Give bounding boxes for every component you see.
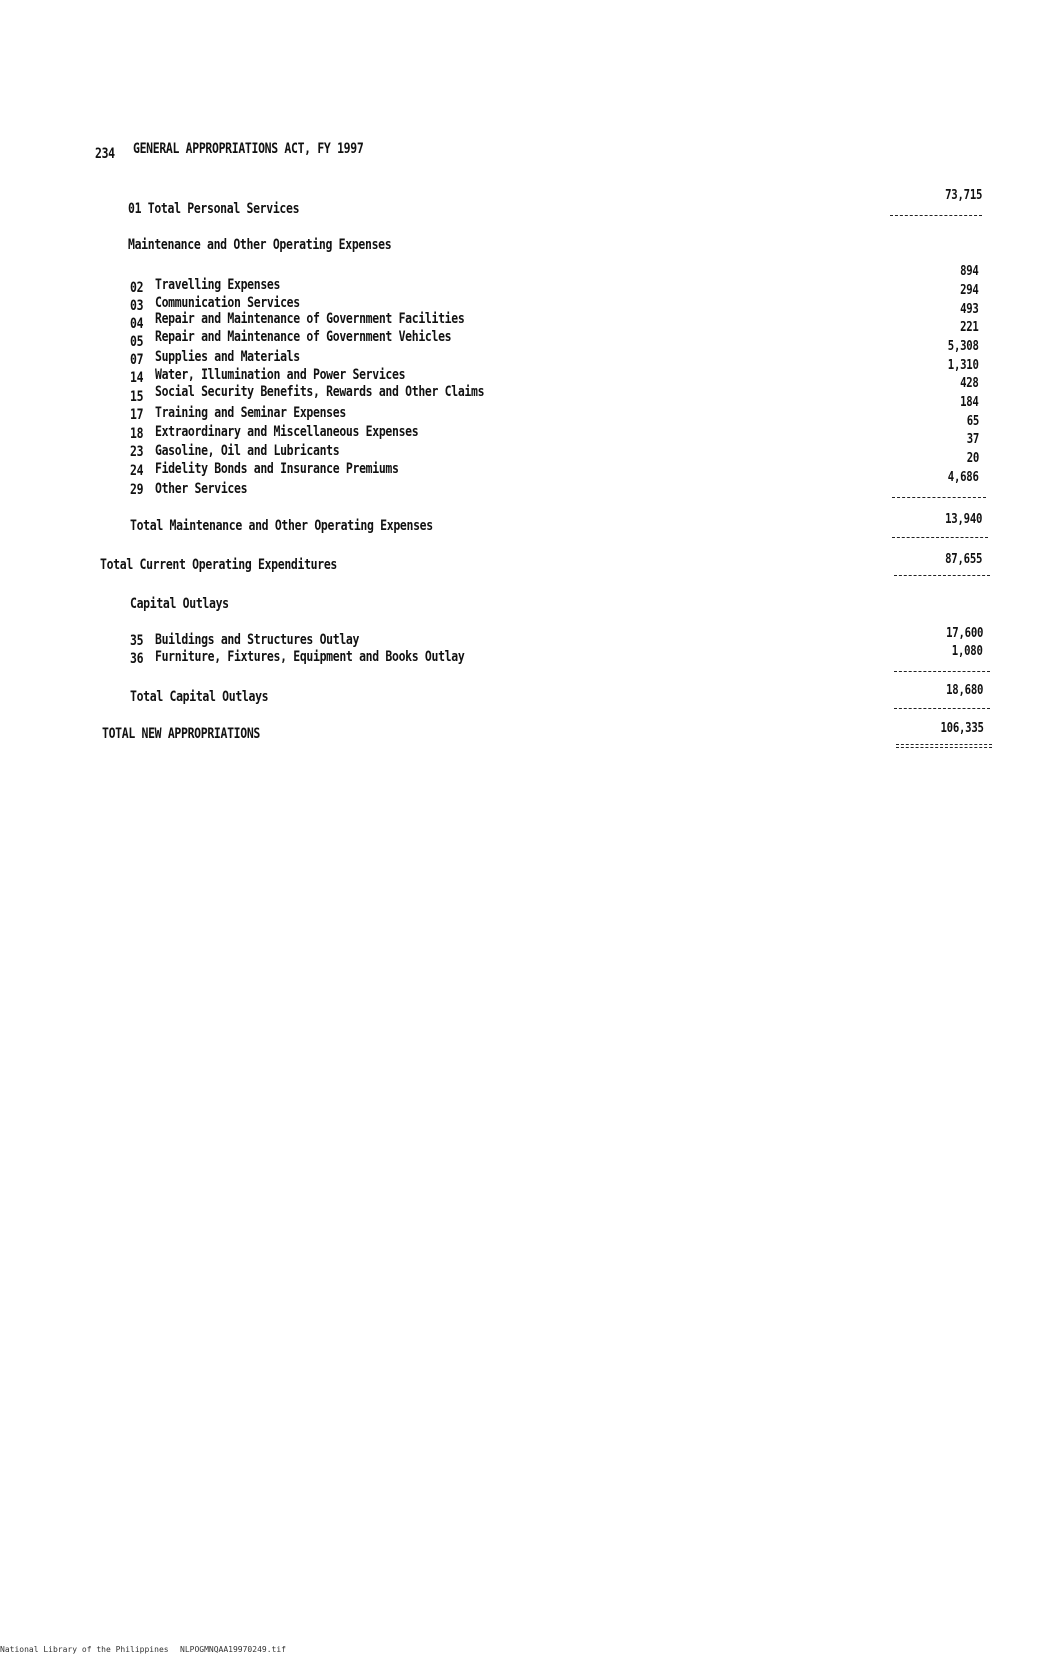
line-item-amount: 37 [966, 432, 979, 447]
page-title: GENERAL APPROPRIATIONS ACT, FY 1997 [133, 141, 364, 157]
line-item-amount: 493 [960, 302, 979, 317]
line-item-label: Other Services [155, 481, 248, 497]
line-item-amount: 294 [960, 283, 979, 298]
subtotal-rule [894, 575, 990, 576]
line-item-amount: 5,308 [948, 339, 979, 354]
personal-services-amount: 73,715 [944, 188, 982, 203]
line-item-code: 18 [130, 426, 144, 442]
line-item-amount: 1,080 [952, 644, 983, 659]
line-item-label: Water, Illumination and Power Services [155, 367, 406, 383]
line-item-amount: 65 [966, 414, 979, 429]
line-item-code: 24 [130, 463, 144, 479]
line-item-label: Fidelity Bonds and Insurance Premiums [155, 461, 399, 477]
line-item-code: 14 [130, 370, 144, 386]
grand-total-label: TOTAL NEW APPROPRIATIONS [102, 726, 261, 742]
current-operating-total-label: Total Current Operating Expenditures [100, 557, 338, 573]
line-item-label: Buildings and Structures Outlay [155, 632, 360, 648]
current-operating-total-amount: 87,655 [944, 552, 982, 567]
line-item-label: Travelling Expenses [155, 277, 281, 293]
line-item-label: Supplies and Materials [155, 349, 300, 365]
personal-services-label: 01 Total Personal Services [128, 201, 300, 217]
line-item-label: Social Security Benefits, Rewards and Other Claims [155, 384, 485, 400]
line-item-label: Gasoline, Oil and Lubricants [155, 443, 340, 459]
line-item-label: Repair and Maintenance of Government Vehicles [155, 329, 452, 345]
line-item-code: 23 [130, 444, 144, 460]
line-item-code: 35 [130, 633, 144, 649]
line-item-code: 04 [130, 316, 144, 332]
line-item-code: 03 [130, 298, 144, 314]
subtotal-rule [894, 708, 990, 709]
line-item-amount: 4,686 [948, 470, 979, 485]
line-item-label: Training and Seminar Expenses [155, 405, 346, 421]
subtotal-rule [894, 671, 990, 672]
footer-file-id: NLPOGMNQAA19970249.tif [180, 1645, 286, 1654]
mooe-heading: Maintenance and Other Operating Expenses [128, 237, 392, 253]
line-item-code: 15 [130, 389, 144, 405]
line-item-amount: 1,310 [948, 358, 979, 373]
capital-outlays-total-amount: 18,680 [945, 683, 983, 698]
capital-outlays-heading: Capital Outlays [130, 596, 229, 612]
grand-total-amount: 106,335 [940, 721, 984, 736]
line-item-code: 29 [130, 482, 144, 498]
footer-library: National Library of the Philippines [0, 1645, 169, 1654]
subtotal-rule [892, 537, 988, 538]
line-item-amount: 221 [960, 320, 979, 335]
line-item-label: Repair and Maintenance of Government Facilities [155, 311, 465, 327]
grand-total-double-rule [896, 744, 992, 745]
subtotal-rule [890, 215, 982, 216]
mooe-total-label: Total Maintenance and Other Operating Expenses [130, 518, 433, 534]
line-item-code: 05 [130, 334, 144, 350]
line-item-amount: 17,600 [945, 626, 983, 641]
line-item-label: Furniture, Fixtures, Equipment and Books Outlay [155, 649, 465, 665]
line-item-code: 07 [130, 352, 144, 368]
capital-outlays-total-label: Total Capital Outlays [130, 689, 269, 705]
page-number: 234 [95, 146, 115, 162]
mooe-total-amount: 13,940 [944, 512, 982, 527]
subtotal-rule [892, 497, 986, 498]
line-item-amount: 894 [960, 264, 979, 279]
line-item-label: Extraordinary and Miscellaneous Expenses [155, 424, 419, 440]
line-item-amount: 428 [960, 376, 979, 391]
line-item-code: 02 [130, 280, 144, 296]
line-item-amount: 184 [960, 395, 979, 410]
line-item-label: Communication Services [155, 295, 300, 311]
line-item-code: 17 [130, 407, 144, 423]
line-item-amount: 20 [966, 451, 979, 466]
line-item-code: 36 [130, 651, 144, 667]
